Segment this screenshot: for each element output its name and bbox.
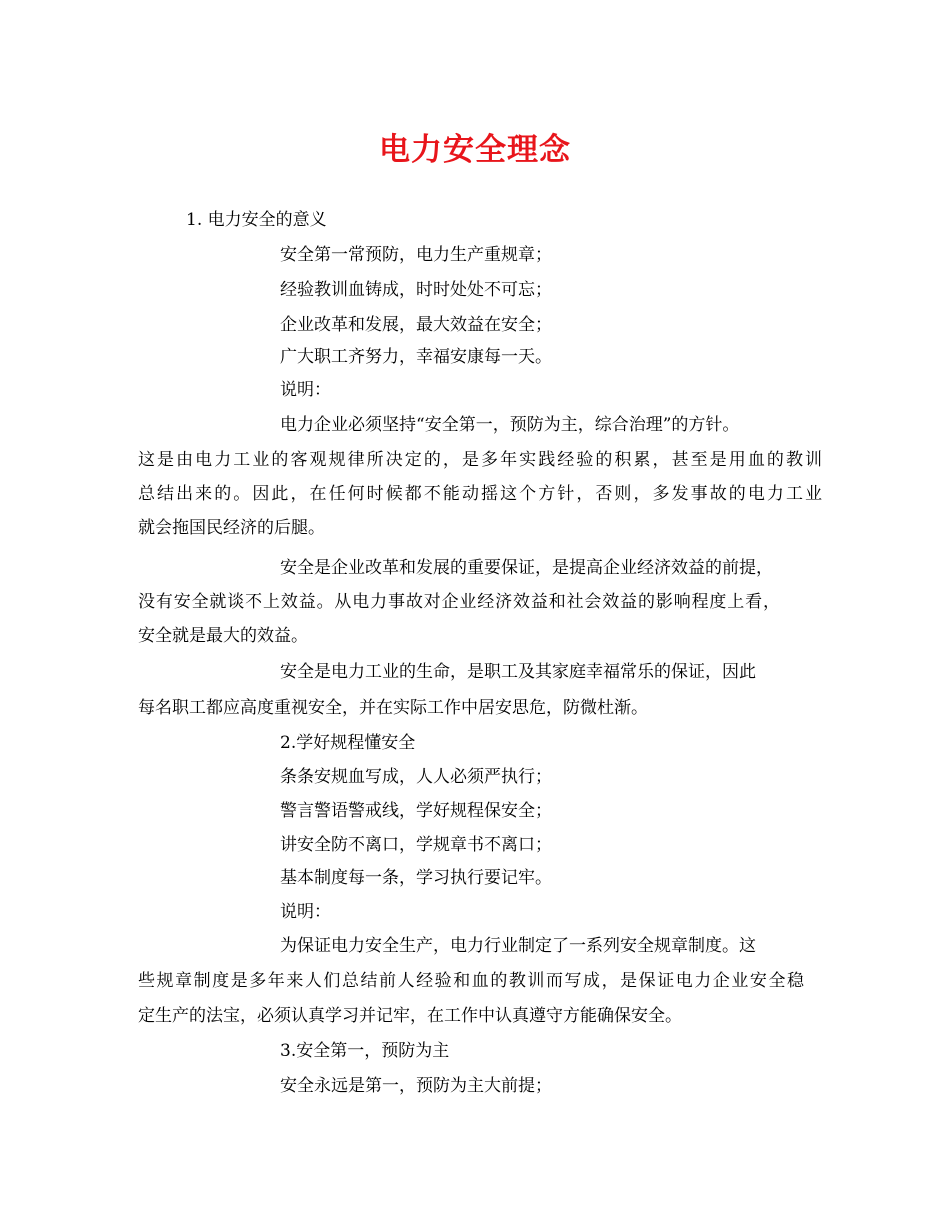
- verse-line: 安全永远是第一，预防为主大前提；: [280, 1076, 552, 1096]
- paragraph-line: 安全是电力工业的生命，是职工及其家庭幸福常乐的保证，因此: [280, 662, 756, 682]
- note-label: 说明：: [280, 380, 331, 400]
- verse-line: 讲安全防不离口，学规章书不离口；: [280, 835, 552, 855]
- section-heading-3: 3.安全第一，预防为主: [280, 1041, 450, 1061]
- paragraph-line: 电力企业必须坚持“安全第一，预防为主，综合治理”的方针。: [280, 415, 740, 435]
- verse-line: 安全第一常预防，电力生产重规章；: [280, 245, 552, 265]
- paragraph-line: 安全就是最大的效益。: [138, 626, 308, 646]
- paragraph-line: 没有安全就谈不上效益。从电力事故对企业经济效益和社会效益的影响程度上看，: [138, 592, 780, 612]
- paragraph-line: 定生产的法宝，必须认真学习并记牢，在工作中认真遵守方能确保安全。: [138, 1006, 682, 1026]
- verse-line: 广大职工齐努力，幸福安康每一天。: [280, 347, 552, 367]
- paragraph-line: 些规章制度是多年来人们总结前人经验和血的教训而写成，是保证电力企业安全稳: [138, 971, 804, 991]
- paragraph-line: 就会拖国民经济的后腿。: [138, 518, 325, 538]
- verse-line: 条条安规血写成，人人必须严执行；: [280, 767, 552, 787]
- paragraph-line: 总结出来的。因此，在任何时候都不能动摇这个方针，否则，多发事故的电力工业: [138, 484, 822, 504]
- verse-line: 企业改革和发展，最大效益在安全；: [280, 315, 552, 335]
- document-title: 电力安全理念: [379, 132, 571, 168]
- paragraph-line: 安全是企业改革和发展的重要保证，是提高企业经济效益的前提，: [280, 558, 773, 578]
- paragraph-line: 每名职工都应高度重视安全，并在实际工作中居安思危，防微杜渐。: [138, 698, 648, 718]
- paragraph-line: 为保证电力安全生产，电力行业制定了一系列安全规章制度。这: [280, 936, 756, 956]
- section-heading-2: 2.学好规程懂安全: [280, 733, 416, 753]
- verse-line: 基本制度每一条，学习执行要记牢。: [280, 868, 552, 888]
- section-heading-1: 1. 电力安全的意义: [186, 210, 327, 230]
- note-label: 说明：: [280, 902, 331, 922]
- verse-line: 警言警语警戒线，学好规程保安全；: [280, 801, 552, 821]
- verse-line: 经验教训血铸成，时时处处不可忘；: [280, 280, 552, 300]
- paragraph-line: 这是由电力工业的客观规律所决定的，是多年实践经验的积累，甚至是用血的教训: [138, 450, 822, 470]
